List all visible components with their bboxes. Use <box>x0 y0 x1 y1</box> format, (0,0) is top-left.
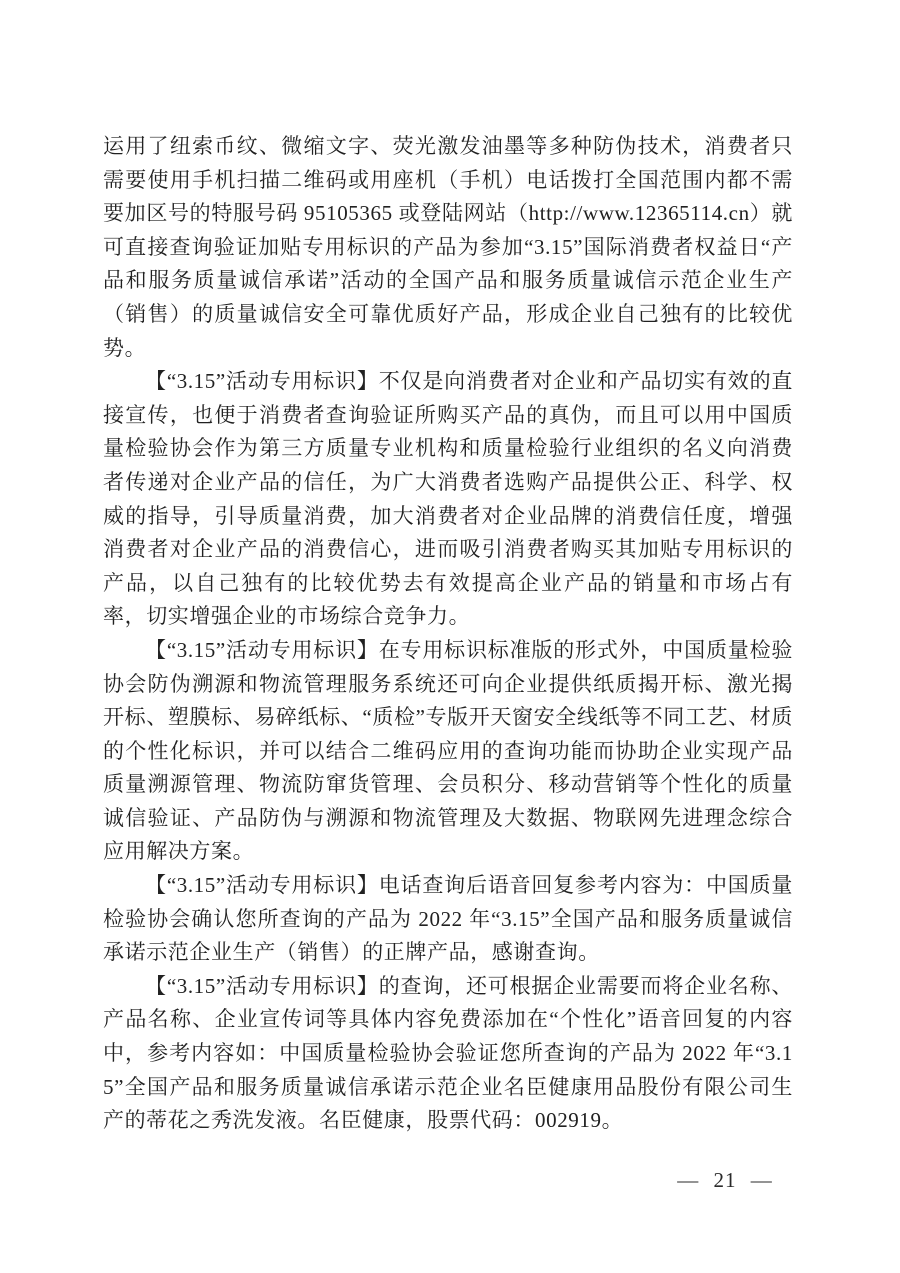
paragraph-special-label-variants: 【“3.15”活动专用标识】在专用标识标准版的形式外，中国质量检验协会防伪溯源和物流管理服务系统还可向企业提供纸质揭开标、激光揭开标、塑膜标、易碎纸标、“质检”专版开天窗安全线纸等不同工艺、材质的个性化标识，并可以结合二维码应用的查询功能而协助企业实现产品质量溯源管理、物流防窜货管理、会员积分、移动营销等个性化的质量诚信验证、产品防伪与溯源和物流管理及大数据、物联网先进理念综合应用解决方案。 <box>103 637 793 864</box>
page-number: — 21 — <box>677 1168 773 1192</box>
paragraph-special-label-promotion: 【“3.15”活动专用标识】不仅是向消费者对企业和产品切实有效的直接宣传，也便于消费者查询验证所购买产品的真伪，而且可以用中国质量检验协会作为第三方质量专业机构和质量检验行业组织的名义向消费者传递对企业产品的信任，为广大消费者选购产品提供公正、科学、权威的指导，引导质量消费，加大消费者对企业品牌的消费信任度，增强消费者对企业产品的消费信心，进而吸引消费者购买其加贴专用标识的产品，以自己独有的比较优势去有效提高企业产品的销量和市场占有率，切实增强企业的市场综合竞争力。 <box>103 369 793 629</box>
document-body <box>103 130 793 1138</box>
page-footer <box>650 1168 800 1193</box>
paragraph-special-label-custom-query: 【“3.15”活动专用标识】的查询，还可根据企业需要而将企业名称、产品名称、企业宣传词等具体内容免费添加在“个性化”语音回复的内容中，参考内容如：中国质量检验协会验证您所查询的产品为 2022 年“3.15”全国产品和服务质量诚信承诺示范企业名臣健康用品股份有限公司生产的蒂花之秀洗发液。名臣健康，股票代码：002919。 <box>103 973 793 1133</box>
paragraph-special-label-voice-reply: 【“3.15”活动专用标识】电话查询后语音回复参考内容为：中国质量检验协会确认您所查询的产品为 2022 年“3.15”全国产品和服务质量诚信承诺示范企业生产（销售）的正牌产品，感谢查询。 <box>103 873 793 965</box>
paragraph-continuation: 运用了纽索币纹、微缩文字、荧光激发油墨等多种防伪技术，消费者只需要使用手机扫描二维码或用座机（手机）电话拨打全国范围内都不需要加区号的特服号码 95105365 或登陆网站（http://www.12365114.cn）就可直接查询验证加贴专用标识的产品为参加“3.15”国际消费者权益日“产品和服务质量诚信承诺”活动的全国产品和服务质量诚信示范企业生产（销售）的质量诚信安全可靠优质好产品，形成企业自己独有的比较优势。 <box>103 134 793 360</box>
